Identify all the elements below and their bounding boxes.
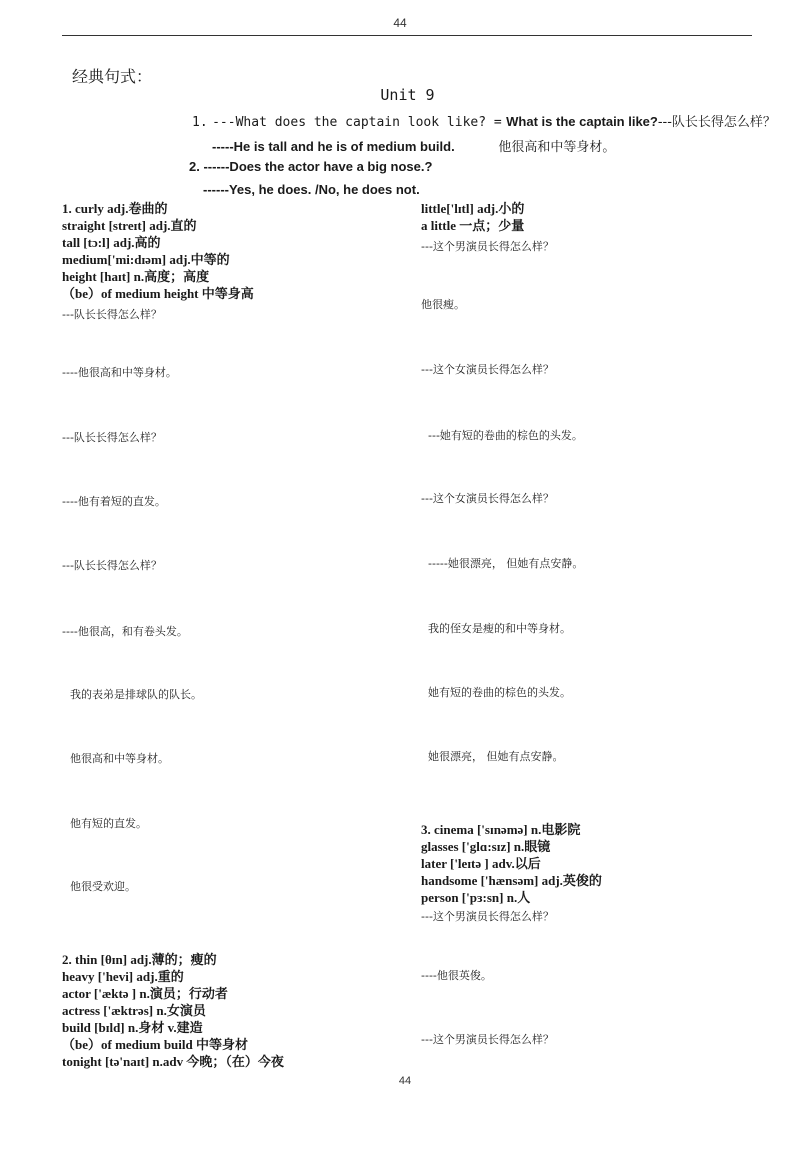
left-item: ----他有着短的直发。 (62, 495, 166, 508)
pattern-1-answer-en: -----He is tall and he is of medium build. (212, 139, 455, 154)
right-item: 他很瘦。 (421, 298, 465, 311)
vocab-line: actor ['æktə ] n.演员；行动者 (62, 986, 228, 1001)
page-number-top: 44 (393, 16, 407, 30)
vocab-line: build [bɪld] n.身材 v.建造 (62, 1020, 203, 1035)
left-vocab-block-2 (62, 951, 284, 1070)
vocab-line: a little 一点；少量 (421, 218, 525, 233)
pattern-1-question-alt: What is the captain like? (506, 114, 658, 129)
header-rule (62, 35, 752, 36)
right-item: ---这个男演员长得怎么样？ (421, 240, 554, 253)
right-item: -----她很漂亮， 但她有点安静。 (428, 557, 584, 570)
right-vocab-block-1 (421, 200, 524, 234)
pattern-1-answer-cn: 他很高和中等身材。 (498, 140, 616, 155)
right-item: ---她有短的卷曲的棕色的头发。 (428, 429, 583, 442)
right-item: 她很漂亮， 但她有点安静。 (428, 750, 564, 763)
vocab-line: medium['mi:dɪəm] adj.中等的 (62, 252, 230, 267)
right-item: ---这个男演员长得怎么样？ (421, 1033, 554, 1046)
vocab-line: glasses ['glɑ:sɪz] n.眼镜 (421, 839, 551, 854)
left-item: 我的表弟是排球队的队长。 (70, 688, 202, 701)
vocab-line: tonight [tə'naɪt] n.adv 今晚；（在）今夜 (62, 1054, 284, 1069)
left-item: 他很高和中等身材。 (70, 752, 169, 765)
right-item: 我的侄女是瘦的和中等身材。 (428, 622, 571, 635)
vocab-line: （be）of medium height 中等身高 (62, 286, 254, 301)
pattern-1-question (192, 111, 776, 130)
pattern-2-answer: ------Yes, he does. /No, he does not. (203, 182, 420, 197)
right-item: ---这个女演员长得怎么样？ (421, 492, 554, 505)
left-item: ---队长长得怎么样？ (62, 308, 162, 321)
vocab-line: handsome ['hænsəm] adj.英俊的 (421, 873, 602, 888)
pattern-1-question-en: ---What does the captain look like? = (212, 115, 502, 130)
right-item: 她有短的卷曲的棕色的头发。 (428, 686, 571, 699)
right-item: ----他很英俊。 (421, 969, 492, 982)
left-item: ----他很高，和有卷头发。 (62, 625, 188, 638)
left-item: ---队长长得怎么样？ (62, 559, 162, 572)
vocab-line: heavy ['hevi] adj.重的 (62, 969, 184, 984)
section-title: 经典句式： (72, 67, 153, 86)
vocab-line: actress ['æktrəs] n.女演员 (62, 1003, 206, 1018)
pattern-1-number: 1. (192, 115, 208, 130)
left-item: ----他很高和中等身材。 (62, 366, 177, 379)
right-vocab-block-3 (421, 821, 602, 906)
vocab-line: 1. curly adj.卷曲的 (62, 201, 168, 216)
right-item: ---这个女演员长得怎么样？ (421, 363, 554, 376)
unit-title: Unit 9 (380, 86, 435, 104)
pattern-1-answer (212, 136, 615, 155)
left-item: 他很受欢迎。 (70, 880, 136, 893)
vocab-line: straight [streɪt] adj.直的 (62, 218, 197, 233)
vocab-line: 3. cinema ['sɪnəmə] n.电影院 (421, 822, 581, 837)
pattern-1-question-cn: ---队长长得怎么样？ (657, 115, 776, 130)
vocab-line: later ['leɪtə ] adv.以后 (421, 856, 541, 871)
vocab-line: height [haɪt] n.高度；高度 (62, 269, 210, 284)
vocab-line: 2. thin [θɪn] adj.薄的；瘦的 (62, 952, 217, 967)
pattern-2-question: 2. ------Does the actor have a big nose.? (189, 159, 433, 174)
left-item: ---队长长得怎么样？ (62, 431, 162, 444)
page-number-bottom: 44 (398, 1075, 412, 1087)
left-vocab-block-1 (62, 200, 254, 302)
vocab-line: little['lɪtl] adj.小的 (421, 201, 525, 216)
vocab-line: person ['pɜ:sn] n.人 (421, 890, 531, 905)
vocab-line: tall [tɔ:l] adj.高的 (62, 235, 161, 250)
vocab-line: （be）of medium build 中等身材 (62, 1037, 248, 1052)
left-item: 他有短的直发。 (70, 817, 147, 830)
right-item: ---这个男演员长得怎么样？ (421, 910, 554, 923)
